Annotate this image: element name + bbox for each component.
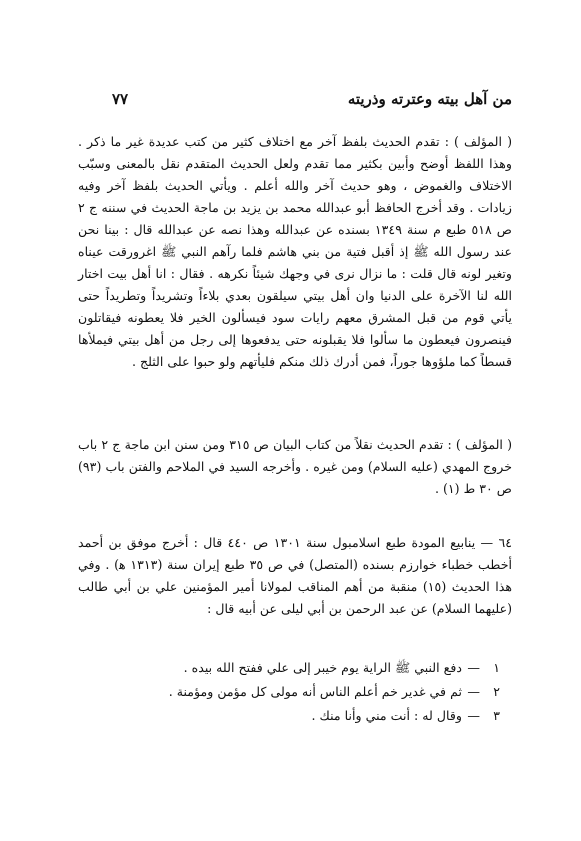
list-dash: — <box>467 660 480 675</box>
list-dash: — <box>467 708 480 723</box>
list-item-number: ٢ <box>493 684 500 699</box>
page-header <box>112 90 512 114</box>
page-number: ٧٧ <box>112 90 129 108</box>
list-dash: — <box>467 684 480 699</box>
list-item <box>120 680 500 704</box>
virtues-list <box>120 656 500 728</box>
list-item <box>120 704 500 728</box>
list-item-number: ٣ <box>493 708 500 723</box>
paragraph-hadith-64: ٦٤ — ينابيع المودة طبع اسلامبول سنة ١٣٠١ ص ٤٤٠ قال : أخرج موفق بن أحمد أخطب خطباء خوارزم بسنده (المتصل) في ص ٣٥ طبع إيران سنة (١٣١٣ ﻫ) . وفي هذا الحديث (١٥) منقبة من أهم المناقب لمولانا أمير المؤمنين علي بن أبي طالب (عليهما السلام) عن عبد الرحمن بن أبي ليلى عن أبيه قال : <box>78 535 512 616</box>
list-item-text: دفع النبي ﷺ الراية يوم خيبر إلى علي ففتح الله بيده . <box>183 660 462 675</box>
paragraph-author-note-2: ( المؤلف ) : تقدم الحديث نقلاً من كتاب البيان ص ٣١٥ ومن سنن ابن ماجة ج ٢ باب خروج المهدي (عليه السلام) ومن غيره . وأخرجه السيد في الملاحم والفتن باب (٩٣) ص ٣٠ ط (١) . <box>78 437 512 496</box>
paragraph-author-note-1: ( المؤلف ) : تقدم الحديث بلفظ آخر مع اختلاف كثير من كتب عديدة غير ما ذكر . وهذا اللفظ أوضح وأبين بكثير مما تقدم ولعل الحديث المتقدم نقل بالمعنى وسبّب الاختلاف والغموض ، وهو حديث آخر والله أعلم . ويأتي الحديث بلفظ آخر وفيه زيادات . وقد أخرج الحافظ أبو عبدالله محمد بن يزيد بن ماجة الحديث في سننه ج ٢ ص ٥١٨ طبع م سنة ١٣٤٩ بسنده عن عبدالله وهذا نصه عن عبدالله قال : بينا نحن عند رسول الله ﷺ إذ أقبل فتية من بني هاشم فلما رآهم النبي ﷺ اغرورقت عيناه وتغير لونه قال قلت : ما نزال نرى في وجهك شيئاً نكرهه . فقال : انا أهل بيت اختار الله لنا الآخرة على الدنيا وان أهل بيتي سيلقون بعدي بلاءاً وتشريداً وتطريداً حتى يأتي قوم من قبل المشرق معهم رايات سود فيسألون الخير فلا يعطونه فيقاتلون فينصرون فيعطون ما سألوا فلا يقبلونه حتى يدفعوها إلى رجل من أهل بيتي فيملأها قسطاً كما ملؤوها جوراً، فمن أدرك ذلك منكم فليأتهم ولو حبوا على الثلج . <box>78 134 512 369</box>
list-item-text: ثم في غدير خم أعلم الناس أنه مولى كل مؤمن ومؤمنة . <box>168 684 462 699</box>
list-item-number: ١ <box>493 660 500 675</box>
list-item <box>120 656 500 680</box>
list-item-text: وقال له : أنت مني وأنا منك . <box>311 708 462 723</box>
running-title: من آهل بيته وعترته وذريته <box>347 90 512 108</box>
